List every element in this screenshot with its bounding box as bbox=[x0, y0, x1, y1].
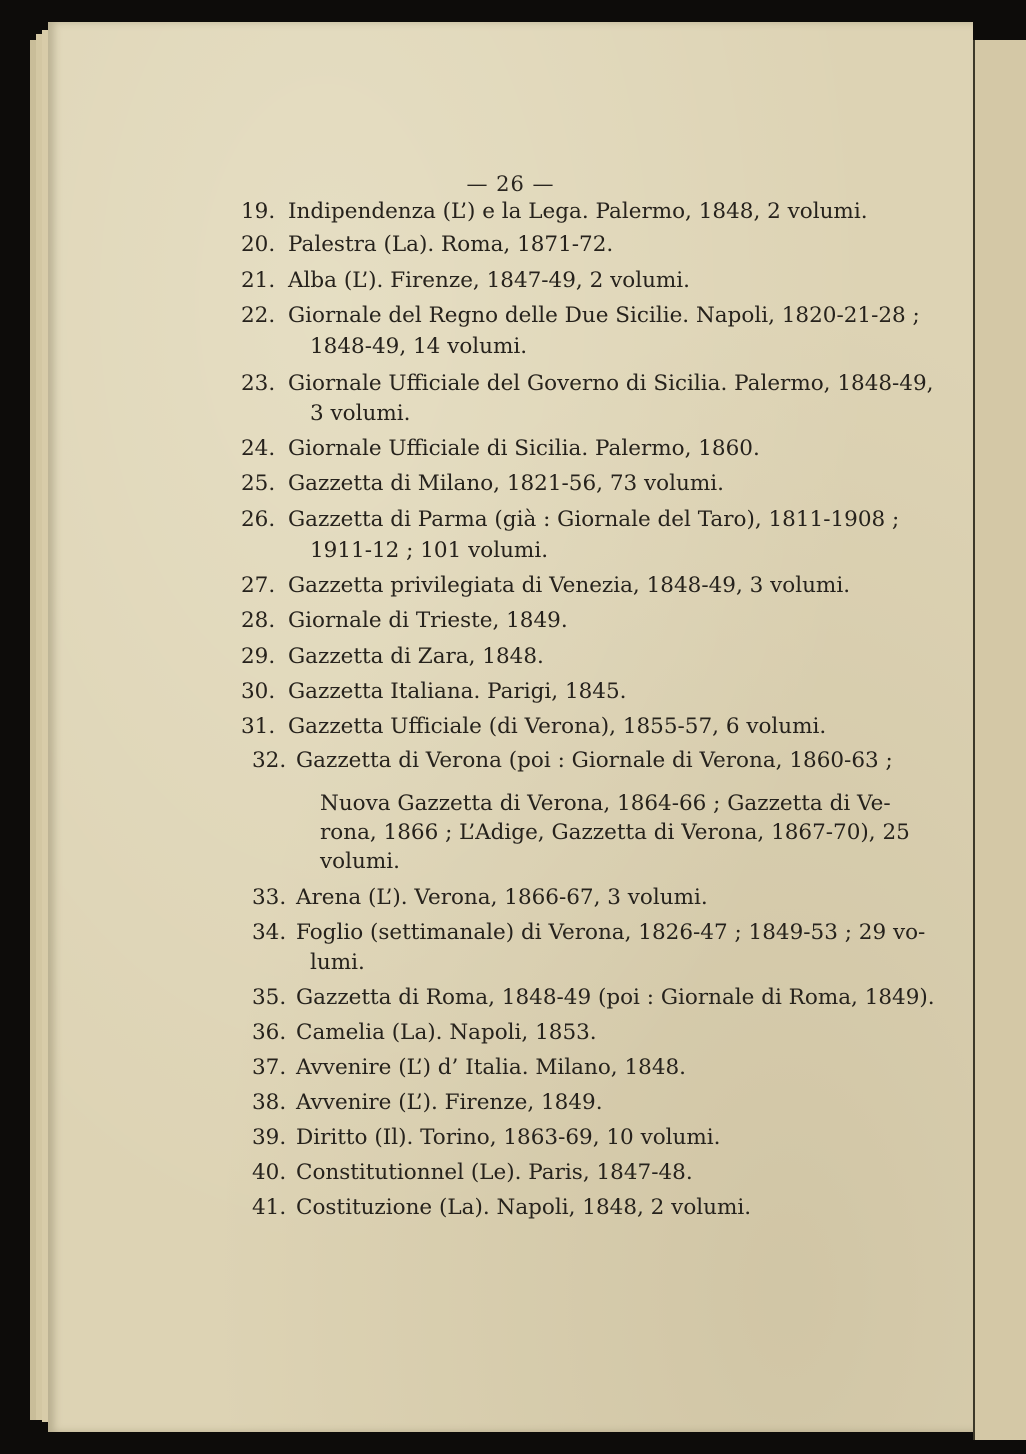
entry-number: 40. bbox=[252, 1160, 287, 1185]
list-item bbox=[252, 1053, 686, 1082]
list-item bbox=[252, 746, 893, 775]
list-item bbox=[252, 1018, 597, 1047]
entry-continuation: Nuova Gazzetta di Verona, 1864-66 ; Gazzetta di Ve- bbox=[320, 791, 891, 816]
list-item bbox=[252, 1158, 693, 1187]
entry-text: Gazzetta Ufficiale (di Verona), 1855-57, 6 volumi. bbox=[288, 714, 827, 739]
list-item bbox=[241, 712, 826, 741]
entry-number: 30. bbox=[241, 679, 276, 704]
entry-number: 32. bbox=[252, 748, 287, 773]
list-item bbox=[241, 434, 760, 463]
entry-text: Giornale del Regno delle Due Sicilie. Napoli, 1820-21-28 ; bbox=[288, 303, 920, 328]
list-item bbox=[252, 1088, 603, 1117]
entry-number: 34. bbox=[252, 920, 287, 945]
entry-text: Costituzione (La). Napoli, 1848, 2 volumi. bbox=[296, 1195, 752, 1220]
list-item bbox=[252, 918, 925, 947]
entry-number: 24. bbox=[241, 436, 276, 461]
list-item bbox=[252, 1123, 720, 1152]
entry-number: 39. bbox=[252, 1125, 287, 1150]
entry-text: Giornale di Trieste, 1849. bbox=[288, 608, 568, 633]
entry-number: 21. bbox=[241, 268, 276, 293]
entry-text: Gazzetta privilegiata di Venezia, 1848-49, 3 volumi. bbox=[288, 573, 851, 598]
entry-number: 29. bbox=[241, 644, 276, 669]
entry-text: Camelia (La). Napoli, 1853. bbox=[296, 1020, 597, 1045]
list-item bbox=[241, 606, 568, 635]
entry-number: 35. bbox=[252, 985, 287, 1010]
entry-text: Diritto (Il). Torino, 1863-69, 10 volumi. bbox=[296, 1125, 721, 1150]
entry-text: Giornale Ufficiale di Sicilia. Palermo, 1860. bbox=[288, 436, 760, 461]
entry-text: Gazzetta di Verona (poi : Giornale di Verona, 1860-63 ; bbox=[296, 748, 893, 773]
entry-number: 31. bbox=[241, 714, 276, 739]
list-item bbox=[241, 301, 920, 330]
list-item bbox=[241, 230, 613, 259]
entry-number: 23. bbox=[241, 371, 276, 396]
entry-text: Gazzetta di Roma, 1848-49 (poi : Giornale di Roma, 1849). bbox=[296, 985, 935, 1010]
entry-number: 37. bbox=[252, 1055, 287, 1080]
page-number: — 26 — bbox=[466, 172, 555, 196]
entry-number: 22. bbox=[241, 303, 276, 328]
entry-text: Arena (L’). Verona, 1866-67, 3 volumi. bbox=[296, 885, 708, 910]
entry-number: 33. bbox=[252, 885, 287, 910]
entry-number: 19. bbox=[241, 199, 276, 224]
entry-number: 36. bbox=[252, 1020, 287, 1045]
entry-text: Giornale Ufficiale del Governo di Sicilia. Palermo, 1848-49, bbox=[288, 371, 934, 396]
list-item bbox=[241, 266, 690, 295]
entry-text: Indipendenza (L’) e la Lega. Palermo, 1848, 2 volumi. bbox=[288, 199, 868, 224]
entry-continuation: volumi. bbox=[320, 849, 400, 874]
entry-continuation: lumi. bbox=[310, 950, 365, 975]
entry-continuation: rona, 1866 ; L’Adige, Gazzetta di Verona, 1867-70), 25 bbox=[320, 820, 910, 845]
entry-number: 26. bbox=[241, 507, 276, 532]
entry-number: 41. bbox=[252, 1195, 287, 1220]
list-item bbox=[241, 571, 850, 600]
entry-text: Gazzetta Italiana. Parigi, 1845. bbox=[288, 679, 627, 704]
entry-continuation: 1911-12 ; 101 volumi. bbox=[310, 538, 549, 563]
list-item bbox=[241, 469, 724, 498]
list-item bbox=[241, 505, 899, 534]
entry-text: Constitutionnel (Le). Paris, 1847-48. bbox=[296, 1160, 693, 1185]
entry-text: Avvenire (L’). Firenze, 1849. bbox=[296, 1090, 603, 1115]
entry-text: Gazzetta di Zara, 1848. bbox=[288, 644, 544, 669]
list-item bbox=[252, 1193, 751, 1222]
list-item bbox=[252, 983, 935, 1012]
book-page bbox=[48, 22, 973, 1432]
entry-number: 20. bbox=[241, 232, 276, 257]
entry-text: Alba (L’). Firenze, 1847-49, 2 volumi. bbox=[288, 268, 691, 293]
entry-continuation: 1848-49, 14 volumi. bbox=[310, 334, 528, 359]
entry-continuation: 3 volumi. bbox=[310, 401, 411, 426]
entry-text: Gazzetta di Parma (già : Giornale del Taro), 1811-1908 ; bbox=[288, 507, 900, 532]
list-item bbox=[241, 642, 544, 671]
entry-text: Foglio (settimanale) di Verona, 1826-47 ; 1849-53 ; 29 vo- bbox=[296, 920, 926, 945]
entry-text: Palestra (La). Roma, 1871-72. bbox=[288, 232, 614, 257]
entry-number: 38. bbox=[252, 1090, 287, 1115]
list-item bbox=[241, 369, 934, 398]
list-item bbox=[241, 197, 868, 226]
entry-text: Avvenire (L’) d’ Italia. Milano, 1848. bbox=[296, 1055, 687, 1080]
list-item bbox=[241, 677, 627, 706]
entry-number: 27. bbox=[241, 573, 276, 598]
entry-text: Gazzetta di Milano, 1821-56, 73 volumi. bbox=[288, 471, 724, 496]
list-item bbox=[252, 883, 708, 912]
entry-number: 28. bbox=[241, 608, 276, 633]
entry-number: 25. bbox=[241, 471, 276, 496]
facing-page-edge bbox=[973, 40, 1026, 1440]
